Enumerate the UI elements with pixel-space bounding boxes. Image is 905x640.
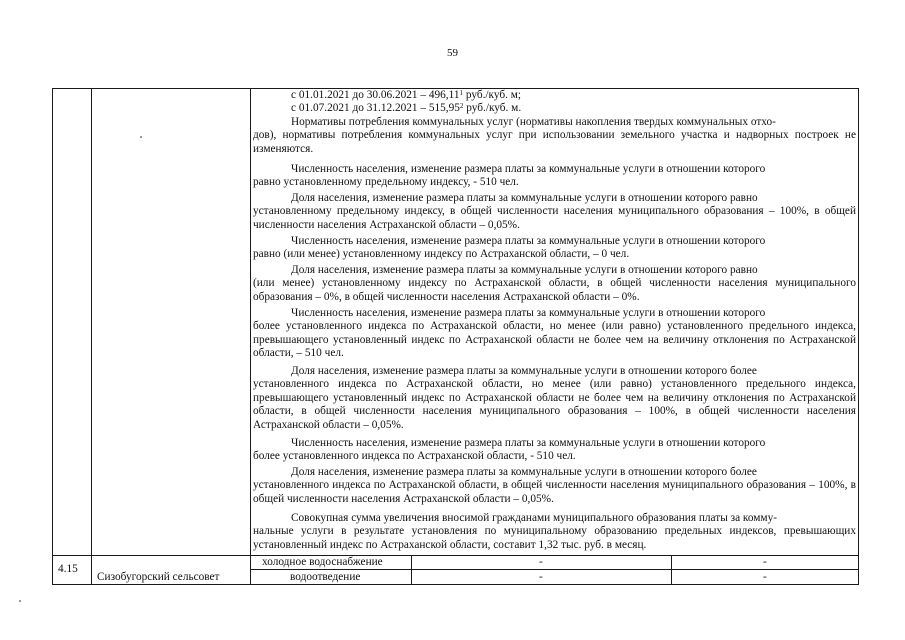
table-col-divider-2 <box>250 88 251 585</box>
service-name: холодное водоснабжение <box>262 556 383 568</box>
paragraph-population-equal-limit <box>253 163 856 190</box>
paragraph-population-above-region <box>253 437 856 464</box>
paragraph-population-within-deviation <box>253 307 856 361</box>
paragraph-rest: равно установленному предельному индексу, - 510 чел. <box>253 176 519 189</box>
paragraph-first-line: Доля населения, изменение размера платы за коммунальные услуги в отношении которого более <box>291 365 757 377</box>
paragraph-rest: дов), нормативы потребления коммунальных услуг при использовании земельного участка и надворных построек не изменяются. <box>253 129 856 155</box>
service-name: водоотведение <box>290 571 361 583</box>
service-value-col4: - <box>763 556 767 568</box>
tariff-line-2 <box>291 102 521 115</box>
footnote-marker: 1 <box>459 89 463 97</box>
service-value-col4: - <box>763 571 767 583</box>
service-col-divider-2 <box>671 555 672 585</box>
table-bottom-border <box>52 584 859 585</box>
paragraph-first-line: Доля населения, изменение размера платы за коммунальные услуги в отношении которого равно <box>291 192 758 204</box>
paragraph-first-line: Доля населения, изменение размера платы за коммунальные услуги в отношении которого равно <box>291 264 758 276</box>
paragraph-rest: более установленного индекса по Астраханской области, - 510 чел. <box>253 450 576 463</box>
municipality-name: Сизобугорский сельсовет <box>97 571 220 583</box>
footnote-marker: 2 <box>459 102 464 110</box>
service-value-col3: - <box>539 571 543 583</box>
paragraph-share-within-deviation <box>253 365 856 432</box>
tariff-unit: руб./куб. м; <box>463 89 522 101</box>
paragraph-total-increase <box>253 512 856 552</box>
paragraph-rest: установленному предельному индексу, в общей численности населения муниципального образования – 100%, в общей численности населения Астраханской области – 0,05%. <box>253 205 856 231</box>
paragraph-rest: более установленного индекса по Астраханской области, но менее (или равно) установленного предельного индекса, превышающего установленный индекс по Астраханской области не более чем на величину отклонения по Астраханской области, – 510 чел. <box>253 320 856 360</box>
paragraph-first-line: Доля населения, изменение размера платы за коммунальные услуги в отношении которого более <box>291 466 757 478</box>
paragraph-rest: равно (или менее) установленному индексу по Астраханской области, – 0 чел. <box>253 248 630 261</box>
table-col-divider-1 <box>91 88 92 585</box>
paragraph-share-equal-limit <box>253 192 856 232</box>
paragraph-rest: установленного индекса по Астраханской области, в общей численности населения муниципального образования – 100%, в общей численности населения Астраханской области – 0,05%. <box>253 479 856 505</box>
scan-speck <box>140 136 142 138</box>
paragraph-rest: установленного индекса по Астраханской области, но менее (или равно) установленного предельного индекса, превышающего установленный индекс по Астраханской области не более чем на величину отклонения по Астраханской области, в общей численности населения муниципального образования – 100%, в общей численности населения Астраханской области – 0,05%. <box>253 378 856 431</box>
service-col-divider-1 <box>411 555 412 585</box>
paragraph-population-below-region <box>253 235 856 262</box>
paragraph-rest: (или менее) установленному индексу по Астраханской области, в общей численности населения муниципального образования – 0%, в общей численности населения Астраханской области – 0%. <box>253 277 856 303</box>
service-separator <box>250 569 859 570</box>
scan-speck <box>19 600 21 602</box>
paragraph-first-line: Численность населения, изменение размера платы за коммунальные услуги в отношении которого <box>291 163 766 175</box>
paragraph-first-line: Нормативы потребления коммунальных услуг (нормативы накопления твердых коммунальных отхо- <box>291 116 776 128</box>
tariff-unit: руб./куб. м. <box>463 102 522 114</box>
paragraph-share-below-region <box>253 264 856 304</box>
row-number: 4.15 <box>58 563 78 575</box>
paragraph-first-line: Численность населения, изменение размера платы за коммунальные услуги в отношении которого <box>291 235 766 247</box>
paragraph-first-line: Совокупная сумма увеличения вносимой гражданами муниципального образования платы за комму- <box>291 512 777 524</box>
service-value-col3: - <box>539 556 543 568</box>
paragraph-rest: нальные услуги в результате установления по муниципальному образованию предельных индексов, превышающих установленный индекс по Астраханской области, составит 1,32 тыс. руб. в месяц. <box>253 525 856 551</box>
page-number: 59 <box>447 47 458 59</box>
row-separator <box>52 555 859 556</box>
tariff-line-1 <box>291 89 521 102</box>
table-right-border <box>858 88 859 585</box>
table-left-border <box>52 88 53 585</box>
tariff-text: с 01.01.2021 до 30.06.2021 – 496,11 <box>291 89 460 101</box>
paragraph-standards <box>253 116 856 156</box>
paragraph-share-above-region <box>253 466 856 506</box>
paragraph-first-line: Численность населения, изменение размера платы за коммунальные услуги в отношении которого <box>291 307 766 319</box>
tariff-text: с 01.07.2021 до 31.12.2021 – 515,95 <box>291 102 460 114</box>
paragraph-first-line: Численность населения, изменение размера платы за коммунальные услуги в отношении которого <box>291 437 766 449</box>
